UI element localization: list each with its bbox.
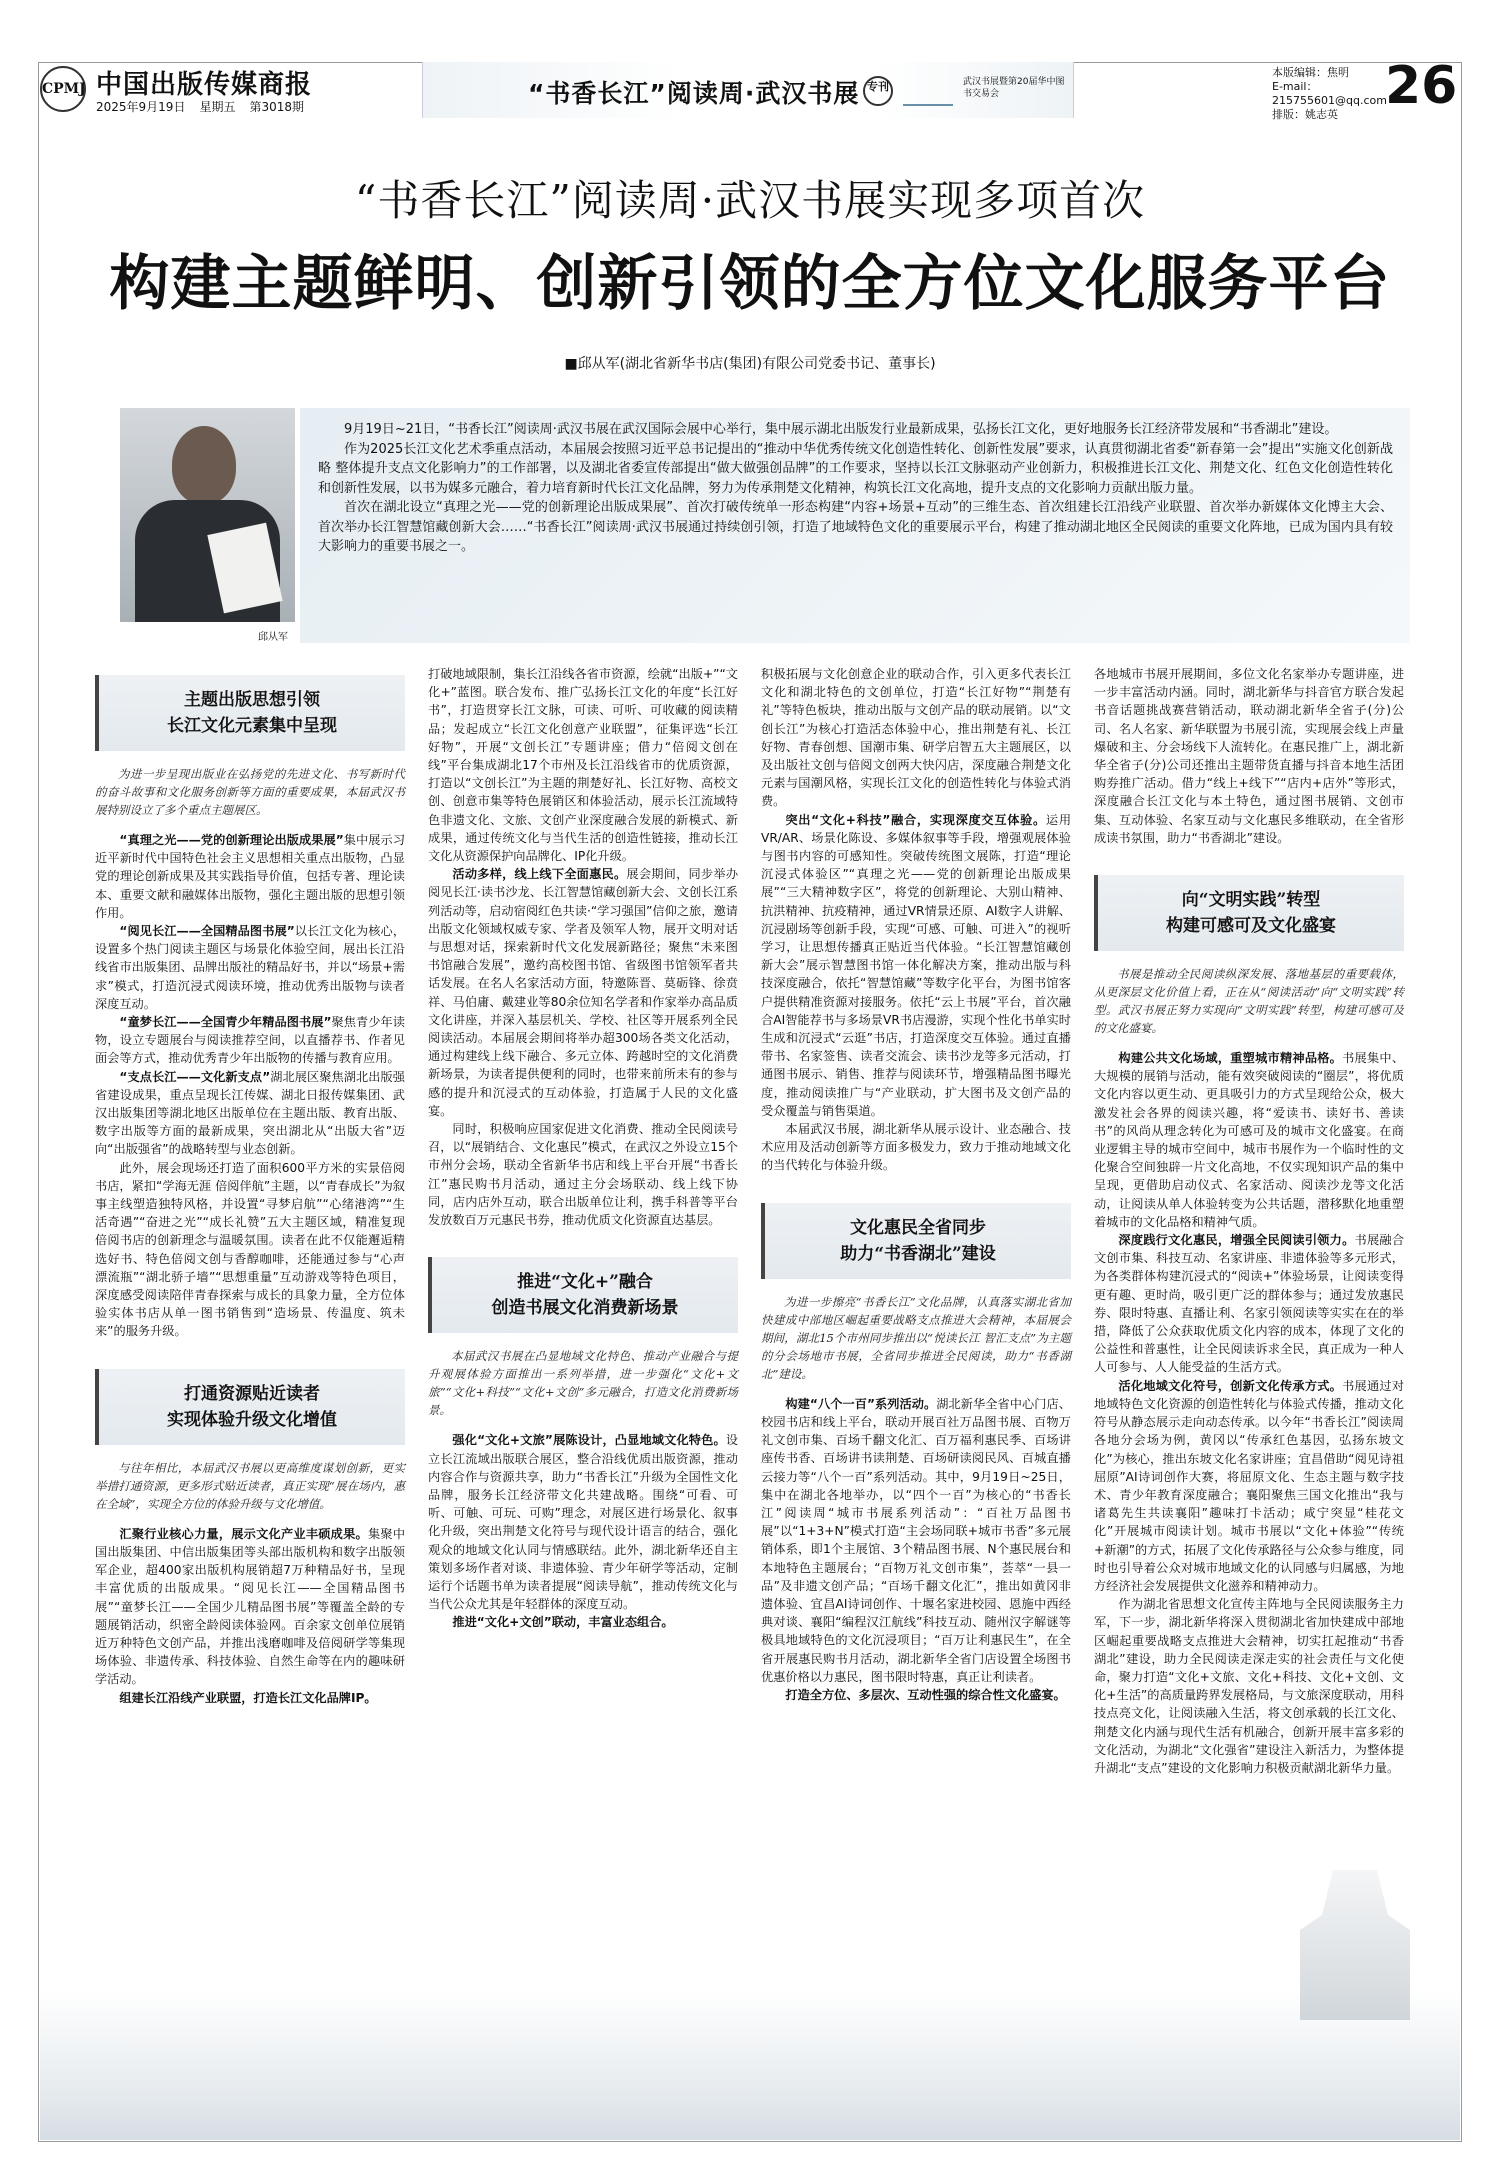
photo-caption: 邱从军 [258, 632, 288, 643]
paragraph-lead: 推进“文化+文创”联动，丰富业态组合。 [452, 1615, 674, 1630]
paragraph [95, 1013, 405, 1068]
section-title-line: 助力“书香湖北”建设 [840, 1243, 996, 1264]
newspaper-logo-icon [40, 66, 86, 112]
intro-paragraph: 首次在湖北设立“真理之光——党的创新理论出版成果展”、首次打破传统单一形态构建“内容+场景+互动”的三维生态、首次组建长江沿线产业联盟、首次举办新媒体文化博主大会、首次举办长江智慧馆藏创新大会……“书香长江”阅读周·武汉书展通过持续创引领，打造了地域特色文化的重要展示平台，构建了推动湖北地区全民阅读的重要文化阵地，已成为国内具有较大影响力的重要书展之一。 [318, 500, 1393, 554]
section-title-line: 实现体验升级文化增值 [167, 1409, 337, 1430]
section-lead: 为进一步擦亮“书香长江”文化品牌，认真落实湖北省加快建成中部地区崛起重要战略支点推进大会精神，本届展会期间，湖北15个市州同步推出以“悦读长江 智汇支点”为主题的分会场地市书展，全省同步推进全民阅读，助力“书香湖北”建设。 [761, 1294, 1071, 1381]
paragraph: 本届武汉书展，湖北新华从展示设计、业态融合、技术应用及活动创新等方面多极发力，致力于推动地域文化的当代转化与体验升级。 [761, 1122, 1071, 1173]
paragraph-text: 展会期间，同步举办阅见长江·读书沙龙、长江智慧馆藏创新大会、文创长江系列活动等，启动宿阅红色共读·“学习强国”信仰之旅，邀请出版文化领域权威专家、学者及领军人物，展开文明对话与思想对话，探索新时代文化发展新路径；聚焦“未来图书馆融合发展”，邀约高校图书馆、省级图书馆领军者共话发展。在名人名家活动方面，特邀陈晋、莫砺锋、徐贲祥、马伯庸、戴建业等80余位知名学者和作家举办高品质文化讲座，并深入基层机关、学校、社区等开展系列全民阅读活动。本届展会期间将举办超300场各类文化活动，通过构建线上线下融合、多元立体、跨越时空的文化消费新场景，为读者提供便利的同时，也带来前所未有的参与感的提升和沉浸式的互动体验，打造属于人民的文化盛宴。 [428, 867, 739, 1118]
paragraph: 同时，积极响应国家促进文化消费、推动全民阅读号召，以“展销结合、文化惠民”模式，在武汉之外设立15个市州分会场，联动全省新华书店和线上平台开展“书香长江”惠民购书月活动，通过主分会场联动、线上线下协同，店内店外互动，联合出版单位让利，携手科普等平台发放数百万元惠民书券，推动优质文化资源直达基层。 [428, 1122, 738, 1228]
author-photo [120, 408, 295, 622]
paragraph-lead: “童梦长江——全国青少年精品图书展” [119, 1015, 332, 1030]
editor-info [1272, 66, 1392, 122]
column-3 [761, 665, 1071, 1704]
layout-editor: 排版：姚志英 [1272, 108, 1338, 121]
paragraph [428, 865, 738, 1120]
issue-info [96, 98, 318, 115]
section-title-line: 创造书展文化消费新场景 [491, 1298, 679, 1319]
section-title-line: 推进“文化+”融合 [517, 1272, 653, 1293]
column-2 [428, 665, 738, 1632]
section-lead: 与往年相比，本届武汉书展以更高维度谋划创新，更实举措打通资源，更多形式贴近读者，真正实现“展在场内，惠在全域”，实现全方位的体验升级与文化增值。 [95, 1460, 405, 1511]
paragraph-text: 以长江文化为核心，设置多个热门阅读主题区与场景化体验空间，展出长江沿线省市出版集团、品牌出版社的精品好书，并以“场景+需求”模式，打造沉浸式阅读环境，推动优秀出版物与读者深度互动。 [95, 924, 406, 1011]
section-banner [422, 62, 1074, 118]
issue-weekday: 星期五 [199, 100, 236, 114]
paragraph [1094, 1231, 1404, 1377]
section-heading [761, 1203, 1071, 1279]
paragraph-text: 湖北新华全省中心门店、校园书店和线上平台，联动开展百社万品图书展、百物万礼文创市集、百场千翻文化汇、百万福利惠民季、百场讲座传书香、百场讲书读荆楚、百场研读阅民风、百城直播云接力等“八个一百”系列活动。其中，9月19日~25日，集中在湖北各地举办，以“四个一百”为核心的“书香长江”阅读周“城市书展系列活动”：“百社万品图书展”以“1+3+N”模式打造“主会场同联+城市书香”多元展销体系，即1个主展馆、3个精品图书展、N个惠民展台和本地特色主题展台；“百物万礼文创市集”，荟萃“一县一品”及非遗文创产品；“百场千翻文化汇”，推出如黄冈非遗体验、宜昌AI诗词创作、十堰名家进校园、恩施中西经典对谈、襄阳“编程汉江航线”科技互动、随州汉字解谜等极具地域特色的文化沉浸项目；“百万让利惠民生”，在全省开展惠民购书月活动，湖北新华全省门店设置全场图书优惠价格以力惠民，图书限时特惠，真正让利读者。 [761, 1396, 1071, 1684]
paragraph [95, 1068, 405, 1159]
paragraph-text: 集聚中国出版集团、中信出版集团等头部出版机构和数字出版领军企业，超400家出版机构展销超7万种精品好书，呈现丰富优质的出版成果。“阅见长江——全国精品图书展”“童梦长江——全国少儿精品图书展”等覆盖全龄的专题展销活动，织密全龄阅读体验网。百余家文创单位展销近万种特色文创产品，并推出浅磨咖啡及倍阅研学等集现场体验、非遗传承、科技体验、自然生命等在内的趣味研学活动。 [95, 1526, 406, 1687]
paragraph-lead: 强化“文化+文旅”展陈设计，凸显地域文化特色。 [452, 1433, 726, 1448]
photo-head [172, 426, 236, 504]
paragraph [428, 1431, 738, 1613]
paragraph-text: 设立长江流域出版联合展区，整合沿线优质出版资源，推动内容合作与资源共享，助力“书香长江”升级为全国性文化品牌，服务长江经济带文化共建战略。围绕“可看、可听、可触、可玩、可购”理念，对展区进行场景化、叙事化升级，突出荆楚文化符号与现代设计语言的结合，强化观众的地域文化认同与情感联结。此外，湖北新华还自主策划多场作者对谈、非遗体验、青少年研学等活动，定制运行个话题书单为读者提展“阅读导航”，推动传统文化与当代公众尤其是年轻群体的深度互动。 [428, 1433, 738, 1612]
banner-org: 武汉书展暨第20届华中图书交易会 [963, 77, 1065, 99]
paragraph [95, 1525, 405, 1689]
paragraph-lead: 深度践行文化惠民，增强全民阅读引领力。 [1118, 1233, 1355, 1248]
section-title-line: 向“文明实践”转型 [1181, 890, 1321, 911]
paragraph [761, 811, 1071, 1120]
paragraph-lead: “阅见长江——全国精品图书展” [119, 924, 295, 939]
banner-title: “书香长江”阅读周·武汉书展 [528, 79, 860, 108]
paragraph: 作为湖北省思想文化宣传主阵地与全民阅读服务主力军，下一步，湖北新华将深入贯彻湖北省加快建成中部地区崛起重要战略支点推进大会精神，切实扛起推动“书香湖北”建设，助力全民阅读走深走实的社会责任与文化使命，聚力打造“文化+文旅、文化+科技、文化+文创、文化+生活”的高质量跨界发展格局，与文旅深度联动，用科技点亮文化，让阅读融入生活，将文创承载的长江文化、荆楚文化内涵与现代生活有机融合，创新开展丰富多彩的文化活动，为湖北“文化强省”建设注入新活力，为整体提升湖北“支点”建设的文化影响力积极贡献湖北新华力量。 [1094, 1597, 1404, 1775]
paragraph-text: 运用VR/AR、场景化陈设、多媒体叙事等手段，增强观展体验与图书内容的可感知性。突破传统图文展陈，打造“理论沉浸式体验区”“真理之光——党的创新理论出版成果展”“三大精神数字区”，将党的创新理论、大别山精神、抗洪精神、抗疫精神，通过VR情景还原、AI数字人讲解、沉浸剧场等创新手段，实现“可感、可触、可进入”的视听学习，让思想传播真正贴近当代体验。“长江智慧馆藏创新大会”展示智慧图书馆一体化解决方案，推动出版与科技深度融合，依托“智慧馆藏”等数字化平台，为图书馆客户提供精准资源对接服务。依托“云上书展”平台，首次融合AI智能荐书与多场景VR书店漫游，实现个性化书单实时生成和沉浸式“云逛”书店，打造深度交互体验。通过直播带书、名家签售、读者交流会、读书沙龙等多元活动，打通图书展示、销售、推荐与阅读环节，增强精品图书曝光度，推动阅读推广与“产业联动，扩大图书及文创产品的受众覆盖与销售渠道。 [761, 812, 1072, 1118]
paragraph-text: 湖北展区聚焦湖北出版强省建设成果，重点呈现长江传媒、湖北日报传媒集团、武汉出版集团等湖北地区出版单位在主题出版、教育出版、数字出版等方面的最新成果，突出湖北从“出版大省”迈向“出版强省”的战略转型与业态创新。 [95, 1069, 405, 1157]
section-heading [428, 1257, 738, 1333]
intro-paragraph: 作为2025长江文化艺术季重点活动，本届展会按照习近平总书记提出的“推动中华优秀传统文化创造性转化、创新性发展”要求，认真贯彻湖北省委“新春第一会”提出“实施文化创新战略 整体提升支点文化影响力”的工作部署，以及湖北省委宣传部提出“做大做强创品牌”的工作要求，坚持以长江文脉驱动产业创新力，积极推进长江文化、荆楚文化、红色文化创造性转化和创新性发展，以书为媒多元融合，着力培育新时代长江文化品牌，努力为传承荆楚文化精神，构筑长江文化高地，提升支点的文化影响力贡献出版力量。 [318, 441, 1393, 496]
paragraph-lead: “真理之光——党的创新理论出版成果展” [119, 833, 344, 847]
paragraph: 此外，展会现场还打造了面积600平方米的实景倍阅书店，紧扣“学海无涯 倍阅伴航”主题，以“青春成长”为叙事主线塑造独特风格，并设置“寻梦启航”“心绪港湾”“生活奇遇”“奋进之光”“成长礼赞”五大主题区域，精准复现倍阅书店的创新理念与温暖氛围。读者在此不仅能邂逅精选好书、特色倍阅文创与香醇咖啡，还能通过参与“心声漂流瓶”“湖北骄子墙”“思想重量”互动游戏等特色项目，深度感受阅读陪伴青春探索与成长的具象力量，全方位体验实体书店从单一图书销售到“造场景、传温度、筑未来”的服务升级。 [95, 1160, 405, 1339]
paragraph-lead: “支点长江——文化新支点” [119, 1069, 271, 1084]
paragraph [761, 1395, 1071, 1686]
paragraph-text: 书展通过对地域特色文化资源的创造性转化与体验式传播，推动文化符号从静态展示走向动态传承。以今年“书香长江”阅读周各地分会场为例，黄冈以“传承红色基因，弘扬东坡文化”为核心，推出东坡文化名家讲座；宜昌借助“阅见诗祖屈原”AI诗词创作大赛，将屈原文化、生态主题与数字技术、青少年教育深度融合；襄阳聚焦三国文化推出“我与诸葛先生共读襄阳”趣味打卡活动；咸宁突显“桂花文化”开展城市阅读计划。城市书展以“文化+体验”“传统+新潮”的方式，拓展了文化传承路径与公众参与维度，同时也引导着公众对城市地域文化的认同感与归属感，为地方经济社会发展提供文化滋养和精神动力。 [1094, 1378, 1405, 1593]
city-skyline-decoration [40, 1990, 1460, 2140]
paragraph-text: 书展集中、大规模的展销与活动，能有效突破阅读的“圈层”，将优质文化内容以更生动、更具吸引力的方式呈现给公众，极大激发社会各界的阅读兴趣，将“爱读书、读好书、善读书”的风尚从理念转化为可感可及的城市文化盛宴。在商业逻辑主导的城市空间中，城市书展作为一个临时性的文化聚合空间独辟一片文化高地，不仅实现知识产品的集中呈现，更借助启动仪式、名家活动、阅读沙龙等文化活动，让阅读从单人体验转变为公共话题，潜移默化地重塑着城市的文化品格和精神气质。 [1094, 1051, 1405, 1229]
article-headline: 构建主题鲜明、创新引领的全方位文化服务平台 [109, 249, 1391, 319]
paragraph [95, 1689, 405, 1707]
paragraph: 积极拓展与文化创意企业的联动合作，引入更多代表长江文化和湖北特色的文创单位，打造“长江好物”“荆楚有礼”等特色板块，推动出版与文创产品的联动展销。以“文创长江”为核心打造活态体验中心，推出荆楚有礼、长江好物、青春创想、国潮市集、研学启智五大主题展区，以及出版社文创与倍阅文创两大快闪店，深度融合荆楚文化元素与国潮风格，实现长江文化的创造性转化与体验式消费。 [761, 667, 1071, 809]
hills-icon [903, 92, 953, 106]
column-1 [95, 665, 405, 1707]
section-title-line: 构建可感可及文化盛宴 [1166, 916, 1336, 937]
editor-email: E-mail：215755601@qq.com [1272, 80, 1387, 107]
column-4 [1094, 665, 1404, 1777]
paragraph: 各地城市书展开展期间，多位文化名家举办专题讲座，进一步丰富活动内涵。同时，湖北新华与抖音官方联合发起书音话题挑战赛营销活动，联动湖北新华全省子(分)公司、名人名家、新华联盟为书展引流，实现展会线上声量爆破和主、分会场线下人流转化。在惠民推广上，湖北新华全省子(分)公司还推出主题带货直播与抖音本地生活团购券推广活动。借力“线上+线下”“店内+店外”等形式，深度融合长江文化与本土特色，通过图书展销、文创市集、互动体验、名家互动与文化惠民多维联动，在全省形成读书氛围，助力“书香湖北”建设。 [1094, 667, 1404, 845]
paragraph-lead: 突出“文化+科技”融合，实现深度交互体验。 [785, 812, 1046, 827]
section-title-line: 长江文化元素集中呈现 [167, 716, 337, 736]
paragraph-lead: 汇聚行业核心力量，展示文化产业丰硕成果。 [119, 1526, 368, 1541]
paragraph-lead: 构建公共文化场域，重塑城市精神品格。 [1118, 1051, 1343, 1066]
section-heading [95, 675, 405, 751]
paragraph [95, 922, 405, 1013]
article-intro [318, 420, 1393, 557]
paragraph [95, 831, 405, 922]
paragraph-lead: 构建“八个一百”系列活动。 [785, 1396, 937, 1411]
paragraph-lead: 组建长江沿线产业联盟，打造长江文化品牌IP。 [119, 1690, 377, 1705]
section-lead: 本届武汉书展在凸显地域文化特色、推动产业融合与提升观展体验方面推出一系列举措，进一步强化“文化+文旅”“文化+科技”“文化+文创”多元融合，打造文化消费新场景。 [428, 1349, 738, 1418]
issue-date: 2025年9月19日 [96, 100, 186, 114]
section-lead: 书展是推动全民阅读纵深发展、落地基层的重要载体，从更深层文化价值上看，正在从“阅读活动”向“文明实践”转型。武汉书展正努力实现向“文明实践”转型，构建可感可及的文化盛宴。 [1094, 967, 1404, 1036]
paragraph-text: 集中展示习近平新时代中国特色社会主义思想相关重点出版物，凸显党的理论创新成果及其实践指导价值，包括专著、理论读本、重要文献和融媒体出版物，强化主题出版的思想引领作用。 [95, 833, 406, 920]
paragraph [1094, 1049, 1404, 1231]
paragraph [761, 1686, 1071, 1704]
article-kicker: “书香长江”阅读周·武汉书展实现多项首次 [354, 176, 1146, 225]
paragraph-lead: 活化地域文化符号，创新文化传承方式。 [1118, 1378, 1343, 1393]
issue-number: 第3018期 [249, 100, 305, 114]
paragraph-text: 聚焦青少年读物，设立专题展台与阅读推荐空间，以直播荐书、作者见面会等方式，推动优秀青少年出版物的传播与教育应用。 [95, 1015, 405, 1066]
logo-text: CPMJ [42, 81, 86, 97]
paragraph-lead: 打造全方位、多层次、互动性强的综合性文化盛宴。 [785, 1687, 1066, 1702]
section-lead: 为进一步呈现出版业在弘扬党的先进文化、书写新时代的奋斗故事和文化服务创新等方面的重要成果，本届武汉书展特别设立了多个重点主题展区。 [95, 767, 405, 817]
page-number: 26 [1385, 56, 1458, 116]
newspaper-name: 中国出版传媒商报 [96, 70, 313, 100]
section-title-line: 文化惠民全省同步 [850, 1217, 986, 1238]
paragraph [1094, 1377, 1404, 1595]
editor-name: 本版编辑：焦明 [1272, 66, 1349, 79]
section-title-line: 打通资源贴近读者 [184, 1383, 320, 1404]
article-byline: ■邱从军(湖北省新华书店(集团)有限公司党委书记、董事长) [564, 356, 936, 372]
intro-paragraph: 9月19日~21日，“书香长江”阅读周·武汉书展在武汉国际会展中心举行，集中展示湖北出版发行业最新成果，弘扬长江文化，更好地服务长江经济带发展和“书香湖北”建设。 [344, 422, 1338, 437]
special-issue-seal: 专刊 [863, 76, 893, 106]
section-title-line: 主题出版思想引领 [184, 690, 320, 710]
section-heading [1094, 875, 1404, 951]
section-heading [95, 1369, 405, 1445]
paragraph-text: 书展融合文创市集、科技互动、名家讲座、非遗体验等多元形式，为各类群体构建沉浸式的“阅读+”体验场景，让阅读变得更有趣、更时尚，吸引更广泛的群体参与；通过发放惠民券、限时特惠、直播让利、名家引领阅读等实实在在的举措，降低了公众获取优质文化内容的成本，体现了文化的公益性和普惠性，让全民阅读诉求全民，真正成为一种人人可参与、人人能受益的生活方式。 [1094, 1233, 1405, 1375]
paragraph-lead: 活动多样，线上线下全面惠民。 [452, 867, 627, 882]
paragraph [428, 1613, 738, 1631]
paragraph: 打破地域限制，集长江沿线各省市资源，绘就“出版+”“文化+”蓝图。联合发布、推广弘扬长江文化的年度“长江好书”，打造贯穿长江文脉，可读、可听、可收藏的阅读精品；发起成立“长江文化创意产业联盟”，征集评选“长江好物”，开展“文创长江”专题讲座；借力“倍阅文创在线”平台集成湖北17个市州及长江沿线省市的优质资源，打造以“文创长江”为主题的荆楚好礼、长江好物、高校文创、创意市集等特色展销区和体验活动，展示长江流域特色非遗文化、文旅、文创产业深度融合发展的新模式、新成果，通过传统文化与当代生活的创造性链接，推动长江文化从资源保护向品牌化、IP化升级。 [428, 667, 738, 864]
